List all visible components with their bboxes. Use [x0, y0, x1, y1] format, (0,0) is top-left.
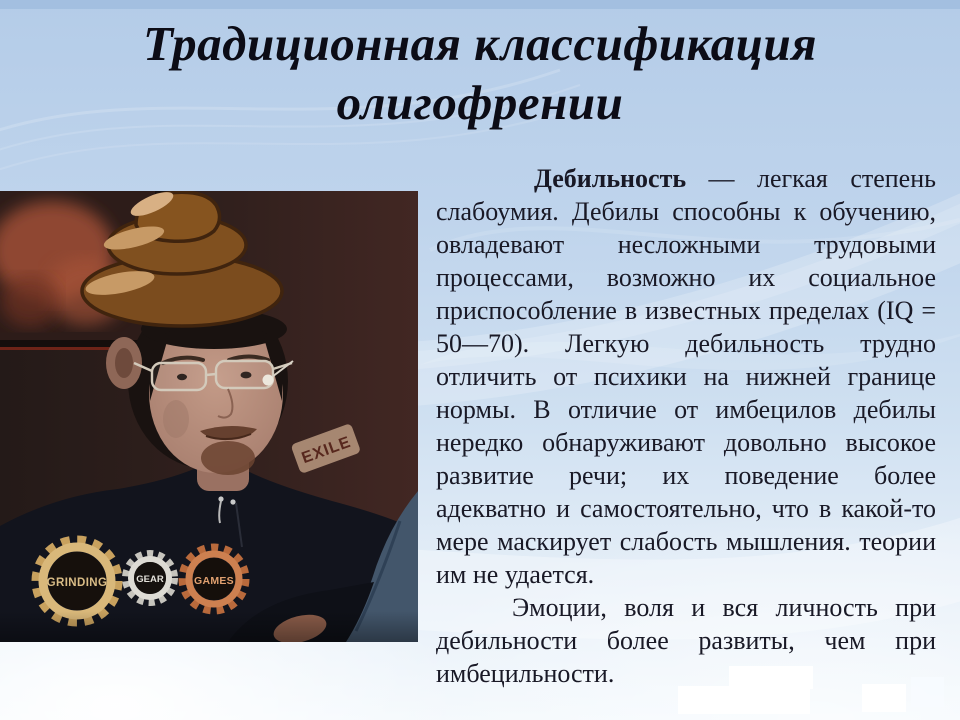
paragraph-debility-rest: — легкая степень слабоумия. Дебилы способны к обучению, овладевают несложными трудовыми процессами, возможно их социальное приспособление в известных пределах (IQ = 50—70). Легкую дебильность трудно отличить от психики на нижней границе нормы. В отличие от имбецилов дебилы нередко обнаруживают довольно высокое развитие речи; их поведение более адекватно и самостоятельно, что в какой-то мере маскирует слабость мышления. теории им не удается.	[436, 164, 936, 589]
page-title	[0, 14, 960, 132]
top-edge-band	[0, 0, 960, 9]
shoulder-patch-label: EXILE	[299, 433, 354, 468]
goatee	[201, 441, 255, 475]
title-line-1: Традиционная классификация	[142, 16, 818, 71]
gear-word-games: GAMES	[193, 575, 235, 587]
paragraph-emotions: Эмоции, воля и вся личность при дебильности более развиты, чем при имбецильности.	[436, 593, 936, 688]
title-line-2: олигофрении	[336, 75, 624, 130]
gear-word-grinding: GRINDING	[46, 577, 108, 589]
term-debilnost: Дебильность	[534, 164, 687, 193]
paragraph-debility	[436, 162, 936, 591]
gear-word-gear: GEAR	[136, 574, 164, 585]
white-patch	[911, 677, 944, 707]
speaker-photo	[0, 191, 418, 642]
body-text	[436, 162, 936, 690]
white-patch	[862, 684, 906, 712]
white-patch	[678, 686, 810, 714]
